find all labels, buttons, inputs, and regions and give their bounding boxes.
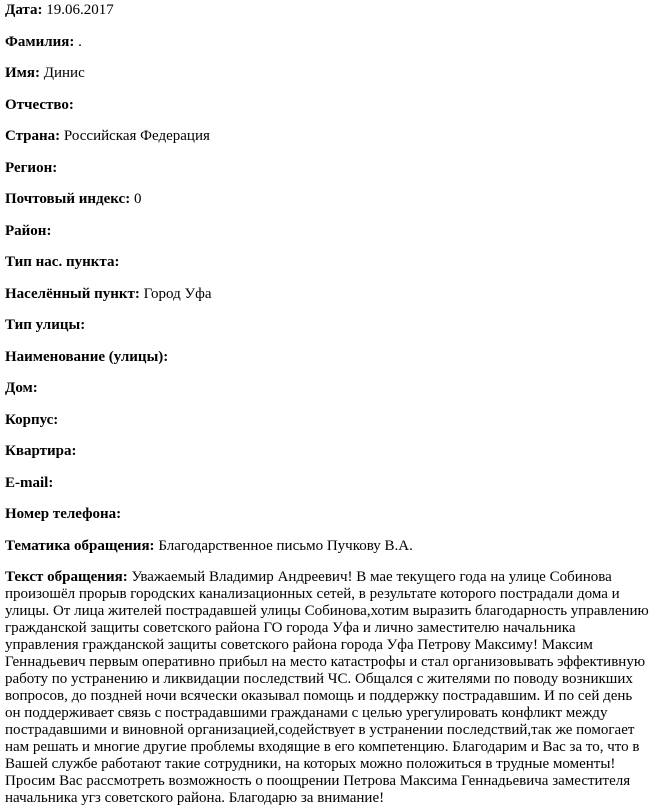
field-country-value: Российская Федерация — [63, 128, 210, 144]
field-street-name-label: Наименование (улицы): — [5, 348, 169, 365]
field-house-label: Дом: — [5, 380, 38, 396]
field-email-label: E-mail: — [5, 474, 54, 491]
field-apartment-label: Квартира: — [5, 443, 77, 459]
field-district-label: Район: — [5, 222, 52, 239]
field-first-name-label: Имя: — [5, 65, 40, 81]
field-patronymic — [5, 97, 649, 114]
field-appeal-subject — [5, 538, 649, 555]
field-region — [5, 160, 649, 177]
field-appeal-subject-value: Благодарственное письмо Пучкову В.А. — [158, 537, 413, 554]
field-settlement-label: Населённый пункт: — [5, 285, 140, 302]
field-first-name — [5, 65, 649, 82]
field-postal-code-value: 0 — [133, 191, 142, 207]
field-surname-value: . — [78, 33, 82, 50]
field-date-label: Дата: — [5, 2, 43, 18]
field-date — [5, 2, 649, 19]
field-building-label: Корпус: — [5, 411, 59, 428]
field-surname-label: Фамилия: — [5, 33, 75, 50]
field-surname — [5, 34, 649, 51]
field-appeal-text-value: Уважаемый Владимир Андреевич! В мае текущего года на улице Собинова произошёл прорыв городских канализационных сетей, в результате которого пострадали дома и улицы. От лица жителей пострадавшей улицы Собинова,хотим выразить благодарность управлению гражданской защиты советского района ГО города Уфа и лично заместителю начальника управления гражданской защиты советского района города Уфа Петрову Максиму! Максим Геннадьевич первым оперативно прибыл на место катастрофы и стал организовывать эффективную работу по устранению и ликвидации последствий ЧС. Общался с жителями по поводу возникших вопросов, до поздней ночи всячески оказывал помощь и поддержку пострадавшим. И по сей день он поддерживает связь с пострадавшими гражданами с целью урегулировать конфликт между пострадавшими и виновной организацией,содействует в устранении последствий,так же помогает нам решать и многие другие проблемы входящие в его компетенцию. Благодарим и Вас за то, что в Вашей службе работают такие сотрудники, на которых можно положиться в трудные моменты! Просим Вас рассмотреть возможность о поощрении Петрова Максима Геннадьевича заместителя начальника угз советского района. Благодарю за внимание! — [5, 569, 649, 806]
field-building — [5, 412, 649, 429]
field-postal-code — [5, 191, 649, 208]
field-street-type-label: Тип улицы: — [5, 317, 86, 333]
field-settlement-type — [5, 254, 649, 271]
field-phone-number-label: Номер телефона: — [5, 506, 122, 522]
field-district — [5, 223, 649, 240]
field-country-label: Страна: — [5, 128, 61, 144]
field-email — [5, 475, 649, 492]
field-settlement-value: Город Уфа — [143, 285, 212, 302]
field-region-label: Регион: — [5, 159, 58, 176]
field-street-name — [5, 349, 649, 366]
field-appeal-text-label: Текст обращения: — [5, 569, 128, 585]
field-postal-code-label: Почтовый индекс: — [5, 191, 131, 207]
field-phone-number — [5, 506, 649, 523]
field-first-name-value: Динис — [43, 65, 85, 81]
field-street-type — [5, 317, 649, 334]
field-settlement-type-label: Тип нас. пункта: — [5, 254, 120, 270]
field-appeal-text — [5, 569, 649, 807]
field-house — [5, 380, 649, 397]
field-country — [5, 128, 649, 145]
field-settlement — [5, 286, 649, 303]
field-patronymic-label: Отчество: — [5, 96, 74, 113]
field-appeal-subject-label: Тематика обращения: — [5, 537, 155, 554]
field-date-value: 19.06.2017 — [46, 2, 114, 18]
field-apartment — [5, 443, 649, 460]
